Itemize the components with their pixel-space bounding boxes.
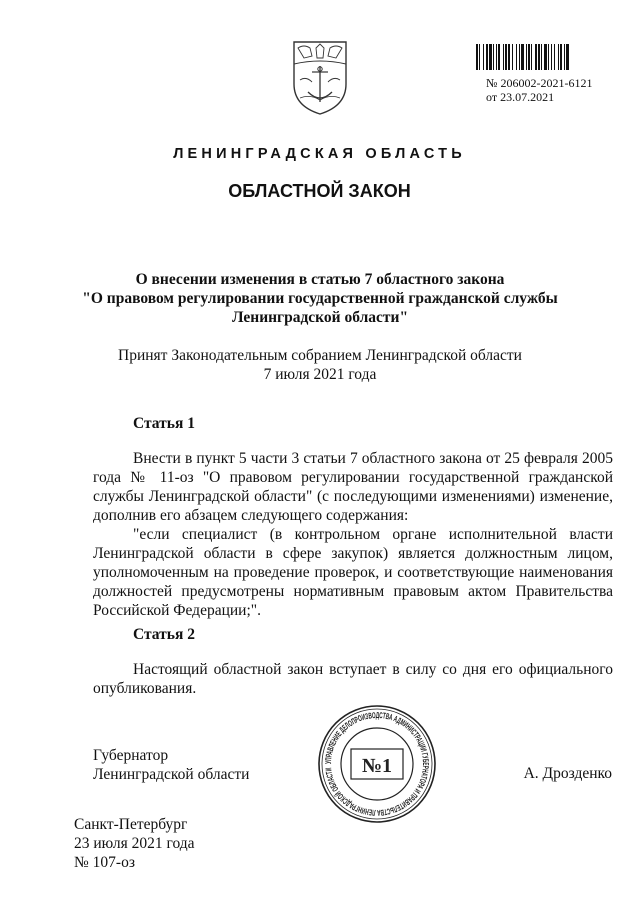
barcode-bar	[535, 44, 537, 70]
barcode-bar	[544, 44, 547, 70]
barcode-bar	[503, 44, 504, 70]
barcode-bar	[479, 44, 480, 70]
barcode-bar	[528, 44, 530, 70]
barcode-bar	[489, 44, 492, 70]
law-title-line: "О правовом регулировании государственной гражданской службы	[82, 290, 558, 307]
signatory-position	[93, 746, 249, 784]
law-title	[60, 270, 580, 327]
signatory-title: Губернатор	[93, 747, 169, 764]
barcode-bar	[496, 44, 497, 70]
barcode-bar	[486, 44, 488, 70]
document-type: ОБЛАСТНОЙ ЗАКОН	[228, 181, 411, 201]
barcode-bar	[564, 44, 565, 70]
barcode-bar	[521, 44, 524, 70]
barcode-bar	[531, 44, 532, 70]
barcode-bar	[505, 44, 507, 70]
barcode-bar	[512, 44, 513, 70]
signing-place-date	[74, 815, 195, 872]
barcode-bar	[526, 44, 527, 70]
barcode-bar	[554, 44, 555, 70]
barcode-bar	[551, 44, 552, 70]
barcode-bar	[541, 44, 542, 70]
barcode-bar	[498, 44, 500, 70]
barcode	[476, 44, 604, 70]
official-seal	[316, 703, 438, 825]
coat-of-arms-emblem	[290, 40, 350, 116]
law-number: № 107-оз	[74, 854, 135, 871]
article-1-heading: Статья 1	[133, 415, 195, 432]
region-title: ЛЕНИНГРАДСКАЯ ОБЛАСТЬ	[173, 146, 466, 162]
seal-number: №1	[361, 755, 393, 777]
article-1-paragraph: Внести в пункт 5 части 3 статьи 7 областного закона от 25 февраля 2005 года № 11-оз "О правовом регулировании государственной гражданской службы Ленинградской области" (с последующими изменениями) изменение, дополнив его абзацем следующего содержания:	[93, 450, 613, 524]
adoption-line: Принят Законодательным собранием Ленинградской области	[118, 347, 522, 364]
seal-ring-text: УПРАВЛЕНИЕ ДЕЛОПРОИЗВОДСТВА АДМИНИСТРАЦИИ ГУБЕРНАТОРА И ПРАВИТЕЛЬСТВА ЛЕНИНГРАДСКОЙ ОБЛАСТИ	[322, 709, 432, 819]
barcode-bar	[519, 44, 520, 70]
law-title-line: О внесении изменения в статью 7 областного закона	[135, 271, 505, 288]
barcode-bar	[493, 44, 494, 70]
article-2-heading: Статья 2	[133, 626, 195, 643]
barcode-bar	[560, 44, 562, 70]
adoption-note	[60, 346, 580, 384]
barcode-bar	[548, 44, 549, 70]
barcode-bar	[476, 44, 478, 70]
barcode-bar	[558, 44, 559, 70]
barcode-bar	[516, 44, 517, 70]
adoption-date: 7 июля 2021 года	[263, 366, 377, 383]
registration-date: от 23.07.2021	[486, 90, 555, 104]
barcode-bar	[538, 44, 540, 70]
barcode-bar	[483, 44, 484, 70]
signing-city: Санкт-Петербург	[74, 816, 188, 833]
registration-number: № 206002-2021-6121	[486, 76, 593, 90]
signatory-region: Ленинградской области	[93, 766, 250, 783]
signatory-name: А. Дрозденко	[523, 765, 612, 782]
article-2-paragraph: Настоящий областной закон вступает в силу со дня его официального опубликования.	[93, 661, 613, 697]
barcode-bar	[508, 44, 510, 70]
registration-info	[486, 76, 592, 104]
barcode-bar	[566, 44, 569, 70]
law-title-line: Ленинградской области"	[231, 309, 409, 326]
article-1-quote: "если специалист (в контрольном органе исполнительной власти Ленинградской области в сфере закупок) является должностным лицом, уполномоченным на проведение проверок, и соответствующие наименования должностей предусмотрены нормативным правовым актом Правительства Российской Федерации;".	[93, 526, 613, 619]
signing-date: 23 июля 2021 года	[74, 835, 195, 852]
